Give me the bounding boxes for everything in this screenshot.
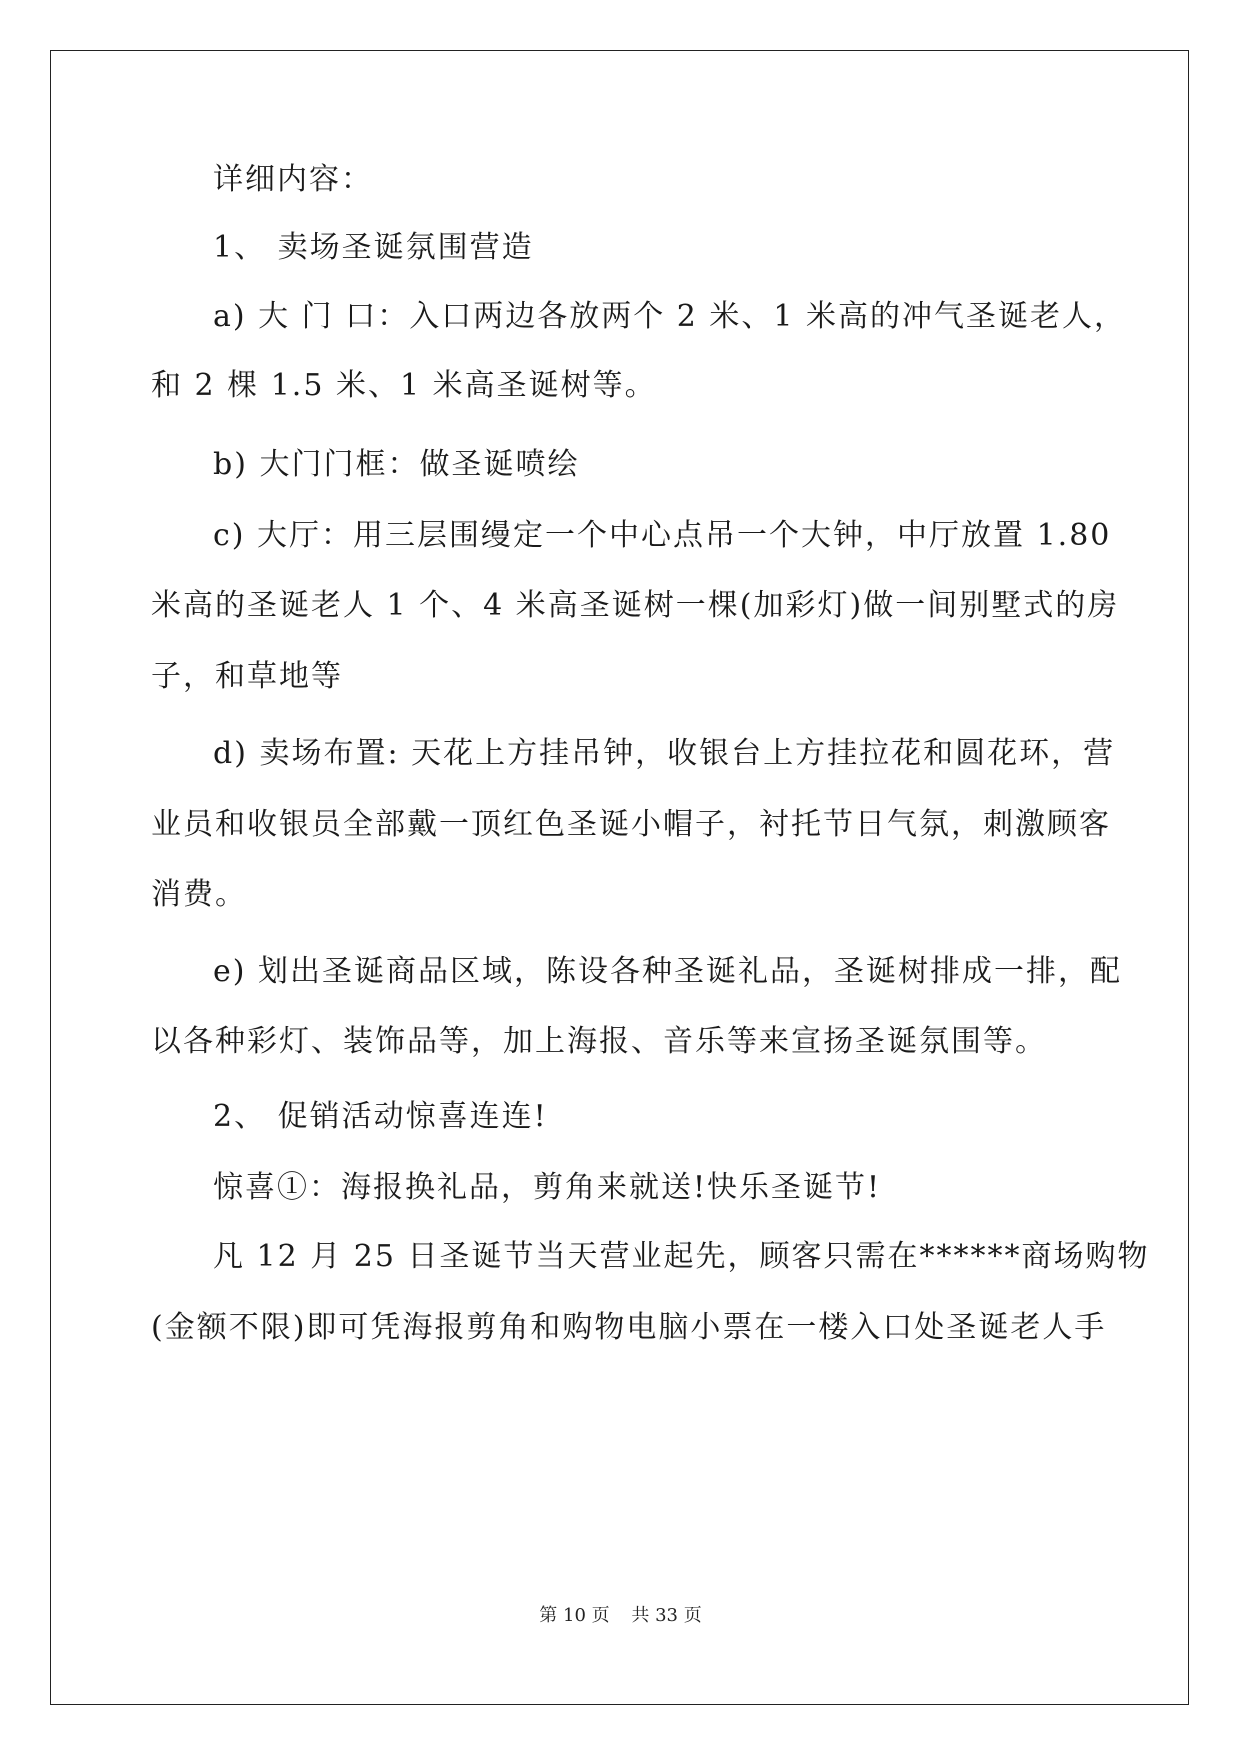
- paragraph-c-line-3: 子，和草地等: [151, 659, 343, 694]
- paragraph-a-line-1: a) 大 门 口：入口两边各放两个 2 米、1 米高的冲气圣诞老人，: [213, 299, 1126, 334]
- surprise-1-line-2: (金额不限)即可凭海报剪角和购物电脑小票在一楼入口处圣诞老人手: [151, 1310, 1107, 1345]
- paragraph-d-line-1: d) 卖场布置: 天花上方挂吊钟，收银台上方挂拉花和圆花环，营: [213, 736, 1116, 771]
- paragraph-d-line-3: 消费。: [151, 877, 247, 912]
- paragraph-a-line-2: 和 2 棵 1.5 米、1 米高圣诞树等。: [151, 368, 657, 403]
- section-1-heading: 1、 卖场圣诞氛围营造: [213, 230, 534, 265]
- paragraph-c-line-1: c) 大厅：用三层围缦定一个中心点吊一个大钟，中厅放置 1.80: [213, 518, 1112, 553]
- page-number-total: 共 33 页: [631, 1605, 702, 1626]
- paragraph-c-line-2: 米高的圣诞老人 1 个、4 米高圣诞树一棵(加彩灯)做一间别墅式的房: [151, 588, 1120, 623]
- paragraph-e-line-2: 以各种彩灯、装饰品等，加上海报、音乐等来宣扬圣诞氛围等。: [151, 1024, 1047, 1059]
- paragraph-d-line-2: 业员和收银员全部戴一顶红色圣诞小帽子，衬托节日气氛，刺激顾客: [151, 807, 1111, 842]
- page-footer: [0, 1604, 1241, 1628]
- surprise-1-heading: 惊喜①：海报换礼品，剪角来就送!快乐圣诞节!: [213, 1170, 882, 1205]
- paragraph-b-line-1: b) 大门门框：做圣诞喷绘: [213, 447, 580, 482]
- section-2-heading: 2、 促销活动惊喜连连!: [213, 1099, 548, 1134]
- page-number-current: 第 10 页: [539, 1605, 610, 1626]
- paragraph-e-line-1: e) 划出圣诞商品区域，陈设各种圣诞礼品，圣诞树排成一排，配: [213, 954, 1122, 989]
- surprise-1-line-1: 凡 12 月 25 日圣诞节当天营业起先，顾客只需在******商场购物: [213, 1239, 1150, 1274]
- section-intro-heading: 详细内容：: [213, 162, 373, 197]
